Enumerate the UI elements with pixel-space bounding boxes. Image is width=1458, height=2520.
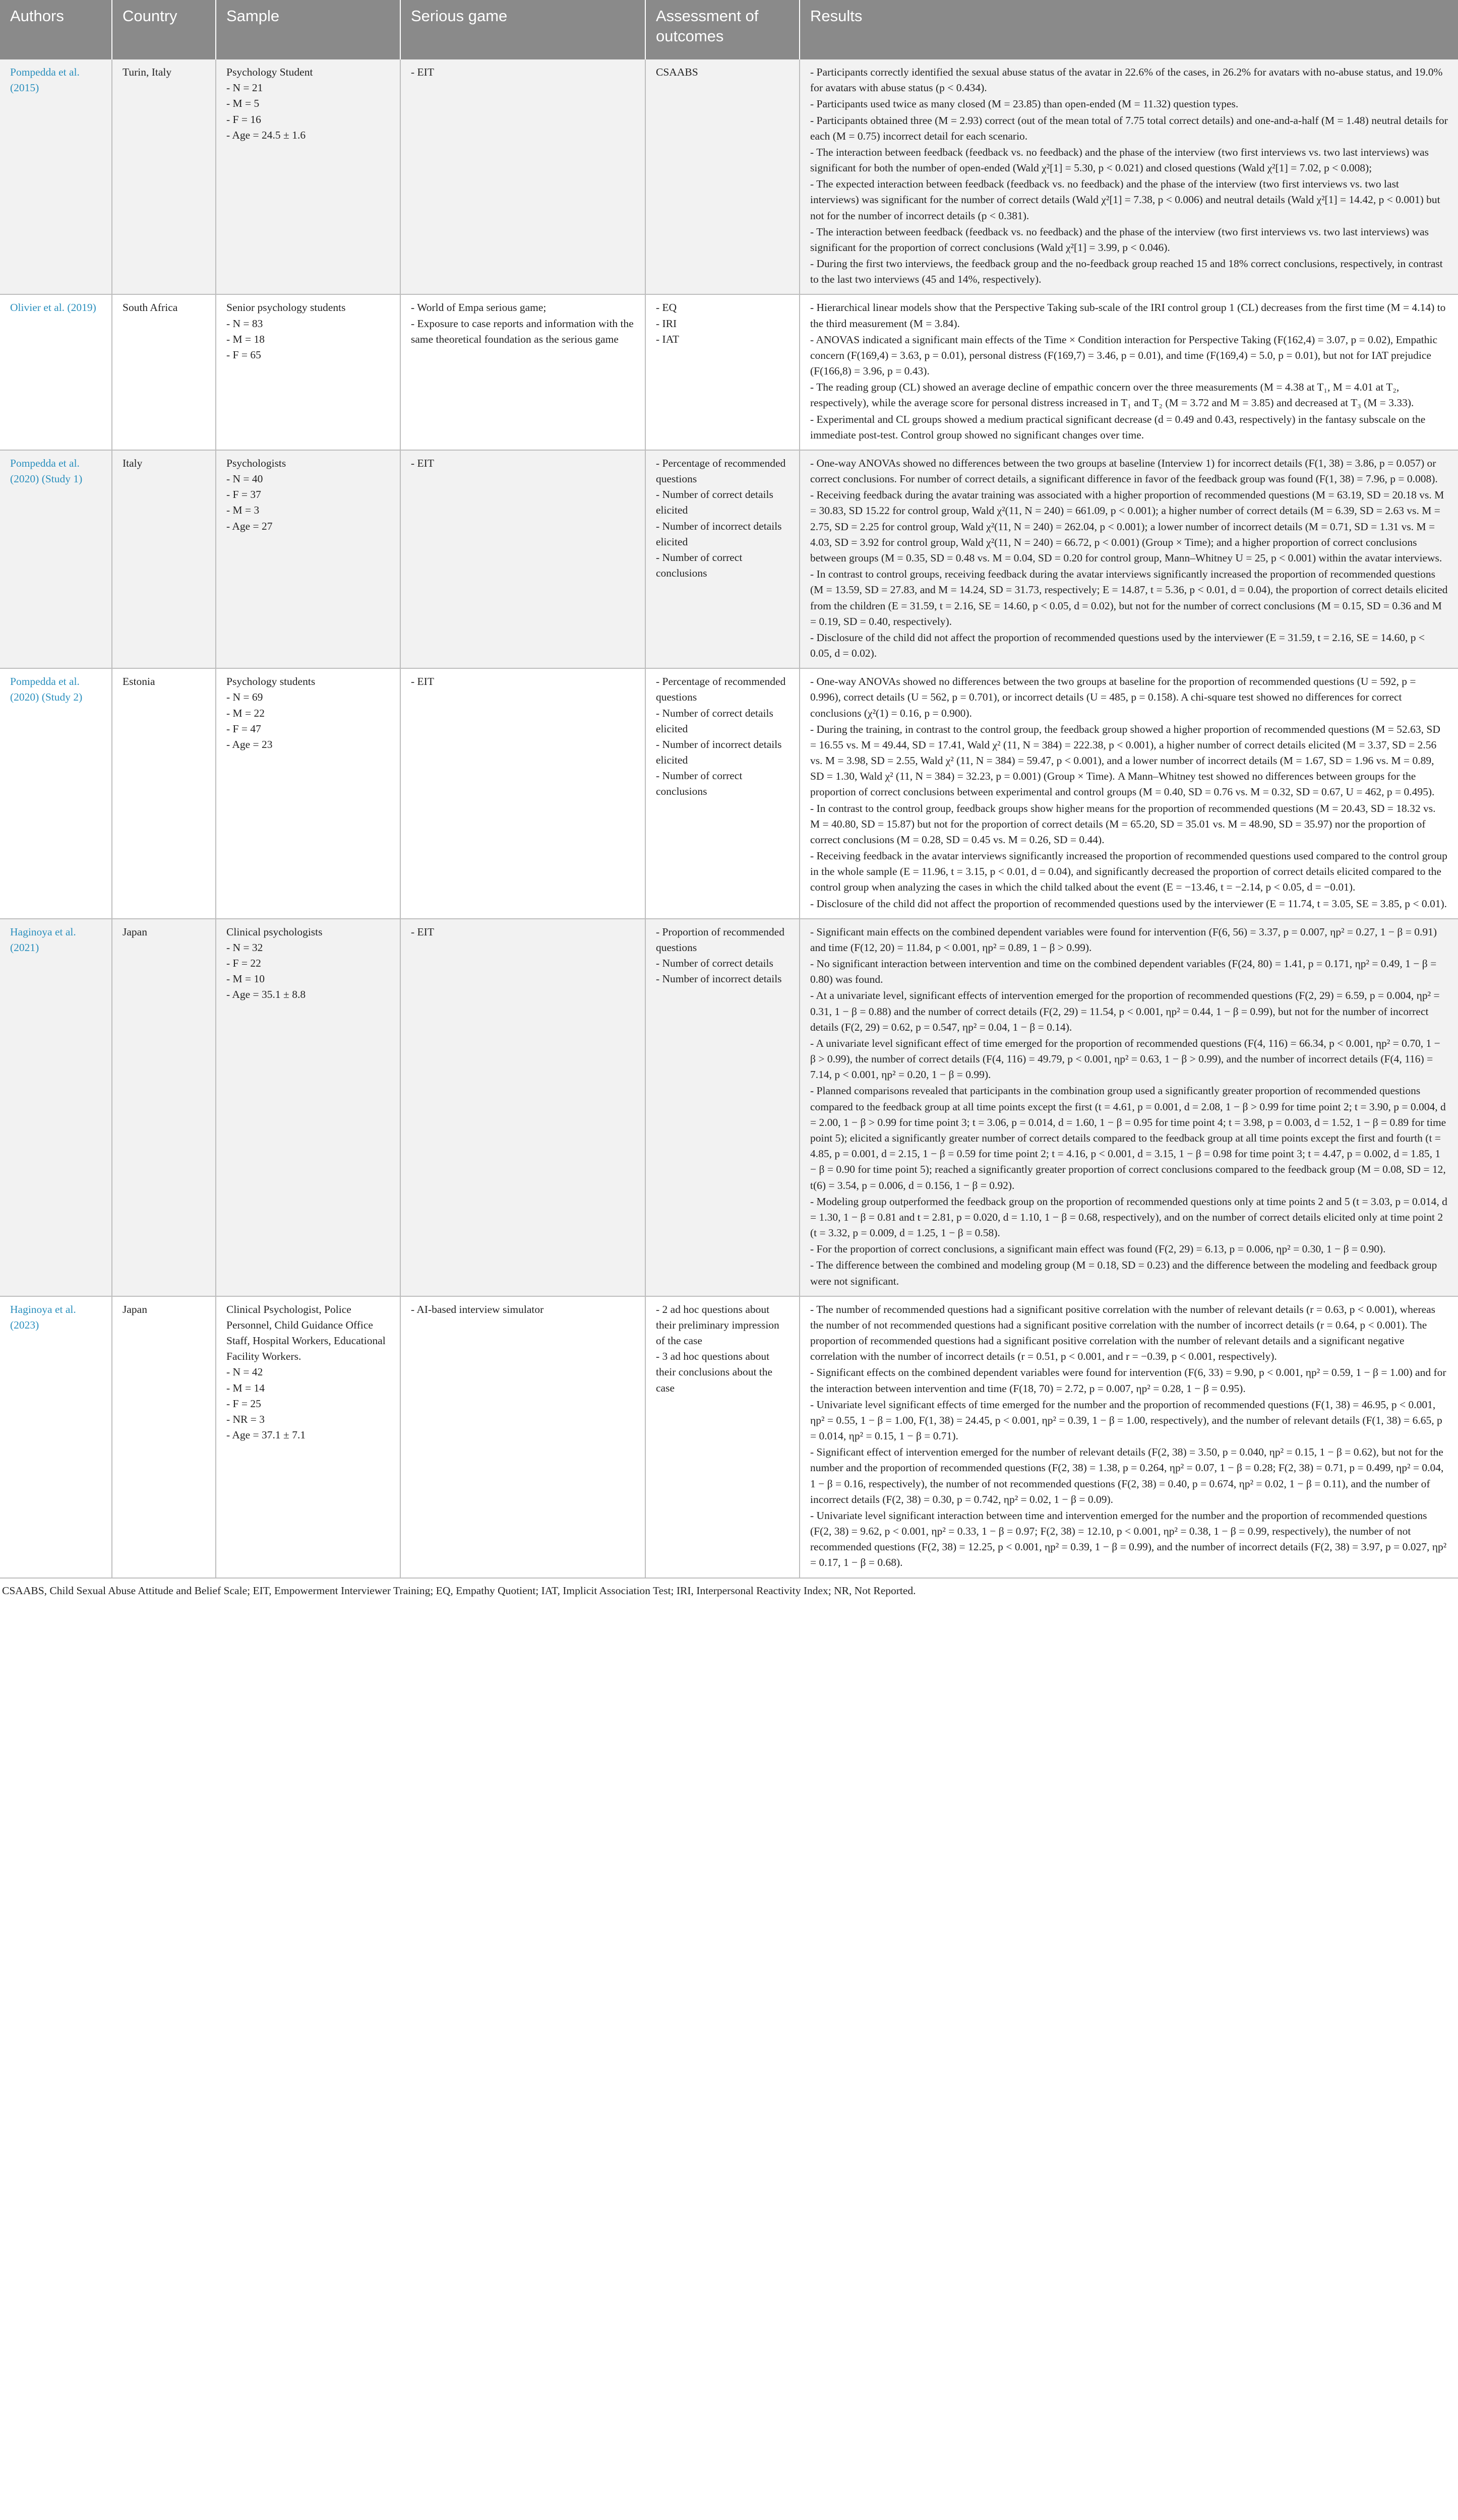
serious-game-line: - AI-based interview simulator	[411, 1303, 544, 1315]
author-cell	[0, 919, 112, 1296]
sample-line: - Age = 27	[226, 520, 273, 532]
assessment-cell	[645, 668, 800, 919]
header-results: Results	[800, 0, 1458, 59]
table-row	[0, 919, 1458, 1296]
author-link[interactable]: Haginoya et al. (2023)	[10, 1303, 76, 1331]
sample-cell	[216, 450, 400, 668]
author-cell	[0, 1296, 112, 1578]
result-item: - The number of recommended questions had a significant positive correlation with the number of relevant details (r = 0.63, p < 0.001), whereas the number of not recommended questions had a significant positive correlation with the number of incorrect details (r = 0.64, p < 0.001). The proportion of recommended questions had a significant positive correlation with the number of relevant details and a significant negative correlation with the number of incorrect details (r = 0.51, p < 0.001, and r = −0.39, p < 0.001, respectively).	[810, 1303, 1436, 1363]
country-cell: Japan	[112, 1296, 216, 1578]
sample-line: - N = 42	[226, 1366, 263, 1378]
sample-line: - M = 22	[226, 707, 265, 719]
sample-line: - N = 32	[226, 941, 263, 954]
sample-line: Clinical psychologists	[226, 925, 323, 938]
sample-cell	[216, 294, 400, 450]
sample-cell	[216, 59, 400, 294]
results-cell	[800, 59, 1458, 294]
result-item: - Univariate level significant effects of time emerged for the number and the proportion of recommended questions (F(1, 38) = 46.95, p < 0.001, ηp² = 0.55, 1 − β = 1.00, F(1, 38) = 24.45, p < 0.001, ηp² = 0.39, 1 − β = 1.00, respectively), and the number of relevant details (F(1, 38) = 6.65, p = 0.014, ηp² = 0.15, 1 − β = 0.71).	[810, 1398, 1442, 1442]
sample-line: - M = 10	[226, 973, 265, 985]
results-cell	[800, 450, 1458, 668]
assessment-cell	[645, 59, 800, 294]
country-cell: Japan	[112, 919, 216, 1296]
sample-line: - N = 40	[226, 473, 263, 485]
assessment-line: - 3 ad hoc questions about their conclusions about the case	[656, 1350, 773, 1394]
result-item: - During the training, in contrast to the control group, the feedback group showed a higher proportion of recommended questions (M = 52.63, SD = 16.55 vs. M = 49.44, SD = 17.41, Wald χ² (11, N = 384) = 222.38, p < 0.001), a higher number of correct details elicited (M = 3.37, SD = 2.56 vs. M = 3.98, SD = 2.55, Wald χ² (11, N = 384) = 59.47, p < 0.001), and a lower number of incorrect details (M = 1.67, SD = 1.96 vs. M = 0.89, SD = 1.30, Wald χ² (11, N = 384) = 32.23, p = 0.001) (Group × Time). A Mann–Whitney test showed no differences between groups for the proportion of correct conclusions between experimental and control groups (M = 0.40, SD = 0.76 vs. M = 0.32, SD = 0.67, U = 462, p = 0.495).	[810, 723, 1440, 798]
sample-line: Clinical Psychologist, Police Personnel, Child Guidance Office Staff, Hospital Workers, Educational Facility Workers.	[226, 1303, 386, 1363]
result-item: - In contrast to the control group, feedback groups show higher means for the proportion of recommended questions (M = 20.43, SD = 18.32 vs. M = 40.80, SD = 15.87) but not for the proportion of correct details (M = 65.20, SD = 35.01 vs. M = 48.90, SD = 35.97) nor the proportion of correct conclusions (M = 0.28, SD = 0.45 vs. M = 0.26, SD = 0.44).	[810, 802, 1436, 846]
author-link[interactable]: Haginoya et al. (2021)	[10, 925, 76, 954]
result-item: - Significant effects on the combined dependent variables were found for intervention (F(6, 33) = 9.90, p < 0.001, ηp² = 0.59, 1 − β = 1.00) and for the interaction between intervention and time (F(18, 70) = 2.72, p = 0.007, ηp² = 0.28, 1 − β = 0.95).	[810, 1366, 1446, 1395]
result-item: - The expected interaction between feedback (feedback vs. no feedback) and the phase of the interview (two first interviews vs. two last interviews) was significant for the number of correct details (Wald χ²[1] = 7.38, p < 0.006) and neutral details (Wald χ²[1] = 14.42, p < 0.001) but not for the number of incorrect details (p < 0.381).	[810, 178, 1440, 222]
author-link[interactable]: Pompedda et al. (2015)	[10, 66, 80, 94]
result-item: - During the first two interviews, the feedback group and the no-feedback group reached 15 and 18% correct conclusions, respectively, in contrast to the last two interviews (45 and 14%, respectively).	[810, 258, 1443, 286]
assessment-cell	[645, 919, 800, 1296]
sample-line: - Age = 37.1 ± 7.1	[226, 1429, 306, 1441]
result-item: - Experimental and CL groups showed a medium practical significant decrease (d = 0.49 and 0.43, respectively) in the fantasy subscale on the immediate post-test. Control group showed no significant changes over time.	[810, 413, 1426, 441]
sample-line: Psychology Student	[226, 66, 313, 78]
sample-line: - F = 65	[226, 348, 261, 361]
author-cell	[0, 294, 112, 450]
assessment-line: - Number of correct conclusions	[656, 551, 743, 580]
result-item: - Planned comparisons revealed that participants in the combination group used a significantly greater proportion of recommended questions compared to the feedback group at all time points except the first (t = 4.61, p = 0.001, d = 2.08, 1 − β > 0.99 for time point 2; t = 3.90, p = 0.004, d = 2.00, 1 − β > 0.99 for time point 3; t = 3.06, p = 0.014, d = 1.60, 1 − β = 0.95 for time point 4; t = 3.98, p = 0.003, d = 1.52, 1 − β = 0.89 for time point 5); elicited a significantly greater number of correct details compared to the feedback group at all time points except the first and fourth (t = 4.85, p = 0.001, d = 2.15, 1 − β = 0.59 for time point 2; t = 4.16, p < 0.001, d = 3.15, 1 − β = 0.98 for time point 3; t = 4.47, p = 0.002, d = 1.85, 1 − β = 0.90 for time point 5); reached a significantly greater proportion of correct conclusions compared to the feedback group (M = 0.08, SD = 12, t(6) = 3.54, p = 0.006, d = 0.156, 1 − β = 0.92).	[810, 1085, 1446, 1191]
result-item: - Modeling group outperformed the feedback group on the proportion of recommended questions only at time points 2 and 5 (t = 3.03, p = 0.014, d = 1.30, 1 − β = 0.81 and t = 2.81, p = 0.020, d = 1.10, 1 − β = 0.68, respectively), and on the number of correct details elicited only at time point 2 (t = 3.32, p = 0.009, d = 1.25, 1 − β = 0.58).	[810, 1195, 1447, 1239]
country-cell: Italy	[112, 450, 216, 668]
assessment-line: - Proportion of recommended questions	[656, 925, 784, 954]
country-cell: South Africa	[112, 294, 216, 450]
serious-game-cell	[400, 668, 645, 919]
result-item: - Significant effect of intervention emerged for the number of relevant details (F(2, 38) = 3.50, p = 0.040, ηp² = 0.15, 1 − β = 0.62), but not for the number and the proportion of recommended questions (F(2, 38) = 1.38, p = 0.264, ηp² = 0.07, 1 − β = 0.28; F(2, 38) = 0.71, p = 0.499, ηp² = 0.04, 1 − β = 0.16, respectively), the number of not recommended questions (F(2, 38) = 0.40, p = 0.674, ηp² = 0.02, 1 − β = 0.11), and the number of incorrect details (F(2, 38) = 0.30, p = 0.742, ηp² = 0.02, 1 − β = 0.09).	[810, 1446, 1444, 1505]
result-item: - Disclosure of the child did not affect the proportion of recommended questions used by the interviewer (E = 11.74, t = 3.05, SE = 3.85, p < 0.01).	[810, 897, 1447, 910]
assessment-line: - Number of incorrect details elicited	[656, 738, 782, 767]
result-item: - Participants obtained three (M = 2.93) correct (out of the mean total of 7.75 total correct details) and one-and-a-half (M = 1.48) neutral details for each (M = 0.75) incorrect detail for each scenario.	[810, 114, 1448, 142]
results-cell	[800, 919, 1458, 1296]
sample-line: - Age = 35.1 ± 8.8	[226, 988, 306, 1001]
sample-cell	[216, 668, 400, 919]
serious-game-cell	[400, 294, 645, 450]
assessment-line: - Number of correct details elicited	[656, 707, 773, 735]
assessment-cell	[645, 450, 800, 668]
assessment-line: - 2 ad hoc questions about their preliminary impression of the case	[656, 1303, 779, 1347]
serious-game-line: - EIT	[411, 925, 434, 938]
serious-game-cell	[400, 1296, 645, 1578]
result-item: - Receiving feedback in the avatar interviews significantly increased the proportion of recommended questions used compared to the control group in the whole sample (E = 11.96, t = 3.15, p < 0.01, d = 0.04), and significantly decreased the proportion of correct details elicited compared to the control group when analyzing the cases in which the child talked about the event (E = −13.46, t = −2.14, p < 0.05, d = −0.01).	[810, 850, 1447, 894]
sample-line: Psychology students	[226, 675, 316, 688]
serious-game-cell	[400, 59, 645, 294]
table-footnote: CSAABS, Child Sexual Abuse Attitude and Belief Scale; EIT, Empowerment Interviewer Training; EQ, Empathy Quotient; IAT, Implicit Association Test; IRI, Interpersonal Reactivity Index; NR, Not Reported.	[2, 1584, 916, 1597]
result-item: - The interaction between feedback (feedback vs. no feedback) and the phase of the interview (two first interviews vs. two last interviews) was significant for the proportion of correct conclusions (Wald χ²[1] = 3.99, p < 0.046).	[810, 225, 1429, 254]
header-authors: Authors	[0, 0, 112, 59]
table-row	[0, 59, 1458, 294]
result-item: - The reading group (CL) showed an average decline of empathic concern over the three measurements (M = 4.38 at T₁, M = 4.01 at T₂, respectively), while the average score for personal distress increased in T₁ and T₂ (M = 3.72 and M = 3.85) and decreased at T₃ (M = 3.33).	[810, 381, 1414, 409]
sample-line: - M = 18	[226, 333, 265, 345]
result-item: - The difference between the combined and modeling group (M = 0.18, SD = 0.23) and the difference between the modeling and feedback group were not significant.	[810, 1259, 1437, 1287]
author-link[interactable]: Pompedda et al. (2020) (Study 1)	[10, 457, 83, 485]
table-body	[0, 59, 1458, 1578]
serious-game-cell	[400, 450, 645, 668]
sample-line: Psychologists	[226, 457, 286, 469]
assessment-line: - Number of incorrect details	[656, 973, 782, 985]
sample-line: - NR = 3	[226, 1413, 265, 1425]
serious-game-cell	[400, 919, 645, 1296]
result-item: - At a univariate level, significant effects of intervention emerged for the proportion of recommended questions (F(2, 29) = 6.59, p = 0.004, ηp² = 0.31, 1 − β = 0.88) and the number of correct details (F(2, 29) = 11.54, p < 0.001, ηp² = 0.44, 1 − β = 0.99), but not for the number of incorrect details (F(2, 29) = 0.62, p = 0.547, ηp² = 0.04, 1 − β = 0.14).	[810, 989, 1440, 1033]
sample-line: - M = 14	[226, 1381, 265, 1394]
assessment-line: - Number of correct details	[656, 957, 773, 970]
result-item: - Disclosure of the child did not affect the proportion of recommended questions used by the interviewer (E = 31.59, t = 2.16, SE = 14.60, p < 0.05, d = 0.02).	[810, 631, 1425, 660]
serious-game-line: - EIT	[411, 675, 434, 688]
result-item: - ANOVAS indicated a significant main effects of the Time × Condition interaction for Perspective Taking (F(162,4) = 3.07, p = 0.02), Empathic concern (F(169,4) = 3.63, p = 0.01), personal distress (F(169,7) = 3.46, p = 0.01), and time (F(169,4) = 5.0, p = 0.01), but not for IAT prejudice (F(166,8) = 3.96, p = 0.43).	[810, 333, 1438, 377]
assessment-line: - Number of correct conclusions	[656, 770, 743, 798]
assessment-cell	[645, 1296, 800, 1578]
results-cell	[800, 668, 1458, 919]
result-item: - Univariate level significant interaction between time and intervention emerged for the number and the proportion of recommended questions (F(2, 38) = 9.62, p < 0.001, ηp² = 0.33, 1 − β = 0.97; F(2, 38) = 12.10, p < 0.001, ηp² = 0.38, 1 − β = 0.99, respectively), the number of not recommended questions (F(2, 38) = 12.25, p < 0.001, ηp² = 0.39, 1 − β = 0.99), and the number of incorrect details (F(2, 38) = 3.97, p = 0.027, ηp² = 0.17, 1 − β = 0.68).	[810, 1509, 1447, 1569]
table-row	[0, 294, 1458, 450]
result-item: - One-way ANOVAs showed no differences between the two groups at baseline for the proportion of recommended questions (U = 592, p = 0.996), correct details (U = 562, p = 0.701), or incorrect details (U = 485, p = 0.158). A chi-square test showed no differences for correct conclusions (χ²(1) = 0.16, p = 0.900).	[810, 675, 1416, 719]
assessment-line: - Number of incorrect details elicited	[656, 520, 782, 548]
sample-line: - M = 5	[226, 97, 260, 110]
assessment-cell	[645, 294, 800, 450]
country-cell: Turin, Italy	[112, 59, 216, 294]
serious-game-line: - EIT	[411, 457, 434, 469]
country-cell: Estonia	[112, 668, 216, 919]
sample-line: - Age = 23	[226, 738, 273, 750]
result-item: - For the proportion of correct conclusions, a significant main effect was found (F(2, 29) = 6.13, p = 0.006, ηp² = 0.30, 1 − β = 0.90).	[810, 1243, 1386, 1255]
sample-line: - F = 25	[226, 1397, 261, 1410]
result-item: - Hierarchical linear models show that the Perspective Taking sub-scale of the IRI control group 1 (CL) decreases from the first time (M = 4.14) to the third measurement (M = 3.84).	[810, 301, 1446, 330]
author-cell	[0, 59, 112, 294]
result-item: - In contrast to control groups, receiving feedback during the avatar interviews significantly increased the proportion of recommended questions (M = 13.59, SD = 27.83, and M = 14.24, SD = 31.73, respectively; E = 14.87, t = 5.36, p < 0.01, d = 0.04), the proportion of correct details elicited from the children (E = 31.59, t = 2.16, SE = 14.60, p < 0.05, d = 0.02), but not for the number of correct conclusions (M = 0.15, SD = 0.36 and M = 0.19, SD = 0.40, respectively).	[810, 568, 1448, 627]
assessment-line: - IAT	[656, 333, 679, 345]
sample-line: - N = 83	[226, 317, 263, 330]
result-item: - No significant interaction between intervention and time on the combined dependent variables (F(24, 80) = 1.41, p = 0.171, ηp² = 0.49, 1 − β = 0.80) was found.	[810, 958, 1437, 986]
author-link[interactable]: Olivier et al. (2019)	[10, 301, 96, 314]
sample-line: - N = 69	[226, 691, 263, 704]
assessment-line: - Percentage of recommended questions	[656, 457, 786, 485]
serious-game-line: - EIT	[411, 66, 434, 78]
table-row	[0, 450, 1458, 668]
table-row	[0, 1296, 1458, 1578]
sample-line: - F = 37	[226, 488, 261, 501]
sample-cell	[216, 1296, 400, 1578]
sample-line: - N = 21	[226, 82, 263, 94]
results-cell	[800, 294, 1458, 450]
result-item: - Participants correctly identified the sexual abuse status of the avatar in 22.6% of the cases, in 26.2% for avatars with no-abuse status, and 19.0% for avatars with abuse status (p < 0.434).	[810, 66, 1443, 94]
table-row	[0, 668, 1458, 919]
assessment-line: - IRI	[656, 317, 677, 330]
serious-game-line: - Exposure to case reports and information with the same theoretical foundation as the serious game	[411, 317, 634, 345]
author-link[interactable]: Pompedda et al. (2020) (Study 2)	[10, 675, 83, 704]
results-cell	[800, 1296, 1458, 1578]
serious-game-line: - World of Empa serious game;	[411, 301, 546, 314]
author-cell	[0, 668, 112, 919]
sample-cell	[216, 919, 400, 1296]
assessment-line: CSAABS	[656, 66, 698, 78]
author-cell	[0, 450, 112, 668]
assessment-line: - EQ	[656, 301, 677, 314]
assessment-line: - Number of correct details elicited	[656, 488, 773, 517]
header-assessment: Assessment of outcomes	[645, 0, 800, 59]
result-item: - Significant main effects on the combined dependent variables were found for intervention (F(6, 56) = 3.37, p = 0.007, ηp² = 0.27, 1 − β = 0.91) and time (F(12, 20) = 11.84, p < 0.001, ηp² = 0.89, 1 − β > 0.99).	[810, 925, 1437, 954]
result-item: - One-way ANOVAs showed no differences between the two groups at baseline (Interview 1) for incorrect details (F(1, 38) = 3.86, p = 0.057) or correct conclusions. For number of correct details, a significant difference in favor of the feedback group was found (F(1, 38) = 7.96, p = 0.008).	[810, 457, 1438, 485]
sample-line: Senior psychology students	[226, 301, 346, 314]
result-item: - A univariate level significant effect of time emerged for the proportion of recommended questions (F(4, 116) = 66.34, p < 0.001, ηp² = 0.70, 1 − β > 0.99), the number of correct details (F(4, 116) = 49.79, p < 0.001, ηp² = 0.63, 1 − β > 0.99), and the number of incorrect details (F(4, 116) = 7.14, p < 0.001, ηp² = 0.20, 1 − β = 0.99).	[810, 1037, 1440, 1081]
header-sample: Sample	[216, 0, 400, 59]
result-item: - The interaction between feedback (feedback vs. no feedback) and the phase of the interview (two first interviews vs. two last interviews) was significant for both the number of open-ended (Wald χ²[1] = 5.30, p < 0.021) and closed questions (Wald χ²[1] = 7.02, p < 0.008);	[810, 146, 1429, 174]
result-item: - Participants used twice as many closed (M = 23.85) than open-ended (M = 11.32) question types.	[810, 98, 1239, 110]
assessment-line: - Percentage of recommended questions	[656, 675, 786, 704]
sample-line: - F = 16	[226, 113, 261, 125]
header-country: Country	[112, 0, 216, 59]
result-item: - Receiving feedback during the avatar training was associated with a higher proportion of recommended questions (M = 63.19, SD = 20.18 vs. M = 30.83, SD 15.22 for control group, Wald χ²(11, N = 240) = 661.09, p < 0.001); a higher number of correct details (M = 6.39, SD = 2.63 vs. M = 2.75, SD = 2.25 for control group, Wald χ²(11, N = 240) = 262.04, p < 0.001); a lower number of incorrect details (M = 0.71, SD = 1.31 vs. M = 4.03, SD = 3.92 for control group, Wald χ²(11, N = 240) = 66.72, p < 0.001) (Group × Time); and a higher proportion of correct conclusions between groups (M = 0.35, SD = 0.48 vs. M = 0.04, SD = 0.20 for control group, Mann–Whitney U = 25, p < 0.001) within the avatar interviews.	[810, 489, 1444, 564]
sample-line: - Age = 24.5 ± 1.6	[226, 129, 306, 141]
sample-line: - F = 47	[226, 722, 261, 735]
header-serious-game: Serious game	[400, 0, 645, 59]
sample-line: - F = 22	[226, 957, 261, 970]
sample-line: - M = 3	[226, 504, 260, 517]
table-header-row	[0, 0, 1458, 59]
